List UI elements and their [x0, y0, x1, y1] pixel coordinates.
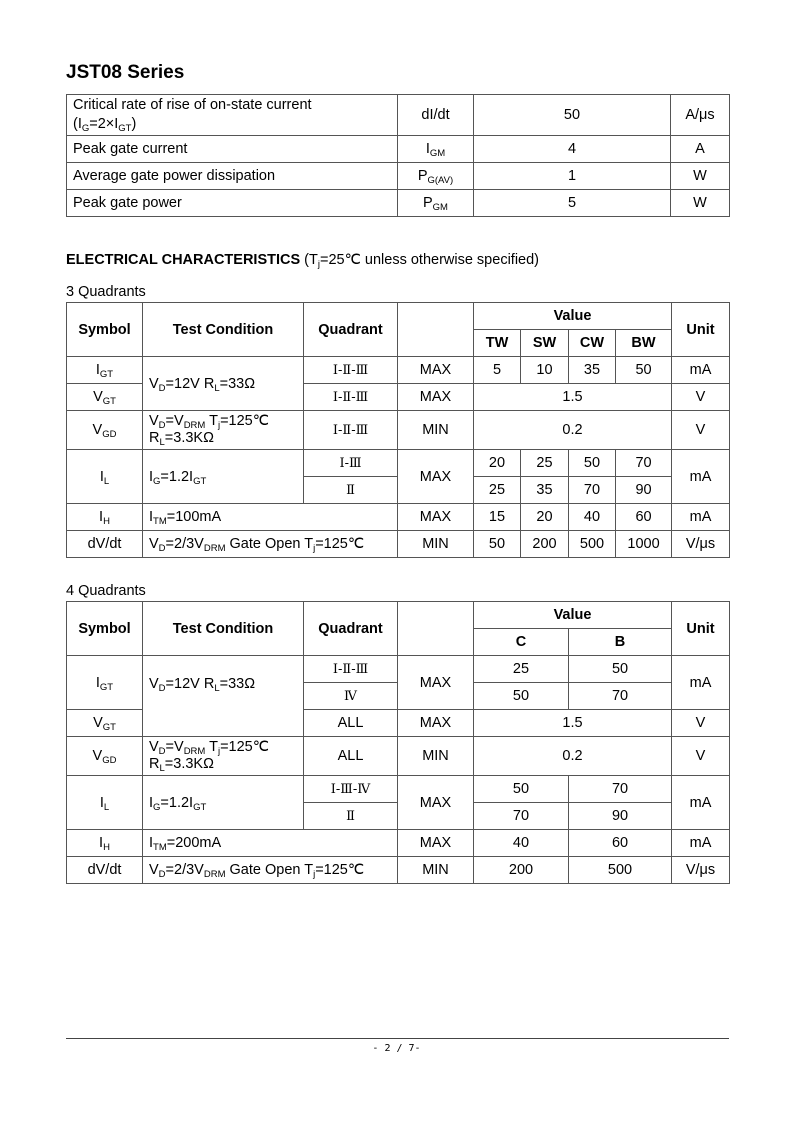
unit-cell: mA	[672, 504, 730, 531]
value-cell: 70	[616, 450, 672, 477]
quadrant-cell: ALL	[304, 737, 398, 776]
header-unit: Unit	[672, 303, 730, 357]
unit-cell: V/μs	[672, 857, 730, 884]
header-test-condition: Test Condition	[143, 602, 304, 656]
limit-cell: MAX	[398, 710, 474, 737]
header-quadrant: Quadrant	[304, 303, 398, 357]
condition-cell: $V_D=2/3V_{DRM}$ Gate Open $T_j=125℃$	[143, 857, 398, 884]
quadrant-cell: ALL	[304, 710, 398, 737]
value-cell: 5	[474, 357, 521, 384]
table-row	[67, 737, 730, 776]
limit-cell: MAX	[398, 450, 474, 504]
value-cell: 50	[474, 776, 569, 803]
limit-cell: MAX	[398, 776, 474, 830]
value-cell: 60	[569, 830, 672, 857]
symbol-cell: dI/dt	[398, 95, 474, 136]
value-cell: 25	[474, 477, 521, 504]
grade-header: TW	[474, 330, 521, 357]
unit-cell: A	[671, 136, 730, 163]
grade-header: C	[474, 629, 569, 656]
limit-cell: MAX	[398, 656, 474, 710]
symbol-cell: $P_{GM}$	[398, 190, 474, 217]
condition-cell: $V_D=V_{DRM}$ $T_j=125℃$ $R_L=3.3K\Omega$	[143, 737, 304, 776]
value-cell: 50	[569, 450, 616, 477]
value-cell: 70	[569, 683, 672, 710]
q3-label: 3 Quadrants	[66, 284, 146, 300]
limit-cell: MIN	[398, 857, 474, 884]
value-cell: 50	[474, 95, 671, 136]
symbol-cell: $I_{GT}$	[67, 656, 143, 710]
unit-cell: A/μs	[671, 95, 730, 136]
value-cell: 50	[569, 656, 672, 683]
value-cell: 500	[569, 531, 616, 558]
limit-cell: MAX	[398, 504, 474, 531]
value-cell: 70	[569, 477, 616, 504]
value-cell: 25	[521, 450, 569, 477]
unit-cell: mA	[672, 830, 730, 857]
table-row	[67, 776, 730, 803]
value-cell: 20	[474, 450, 521, 477]
table-row	[67, 857, 730, 884]
condition-cell: $I_{TM}=200mA$	[143, 830, 398, 857]
value-cell: 40	[569, 504, 616, 531]
q3-table	[66, 302, 730, 558]
param-cell: Peak gate power	[67, 190, 398, 217]
header-symbol: Symbol	[67, 303, 143, 357]
quadrant-cell: Ⅰ-Ⅱ-Ⅲ	[304, 656, 398, 683]
unit-cell: V	[672, 384, 730, 411]
symbol-cell: $I_H$	[67, 504, 143, 531]
grade-header: SW	[521, 330, 569, 357]
symbol-cell: $I_L$	[67, 776, 143, 830]
value-cell: 35	[569, 357, 616, 384]
grade-header: CW	[569, 330, 616, 357]
symbol-cell: $V_{GT}$	[67, 384, 143, 411]
limit-cell: MIN	[398, 737, 474, 776]
condition-cell: $I_G=1.2I_{GT}$	[143, 450, 304, 504]
value-cell: 10	[521, 357, 569, 384]
unit-cell: mA	[672, 776, 730, 830]
value-cell: 5	[474, 190, 671, 217]
param-cell: Average gate power dissipation	[67, 163, 398, 190]
value-cell: 1.5	[474, 384, 672, 411]
table-row	[67, 163, 730, 190]
quadrant-cell: Ⅳ	[304, 683, 398, 710]
value-cell: 20	[521, 504, 569, 531]
symbol-cell: dV/dt	[67, 857, 143, 884]
ratings-table	[66, 94, 730, 217]
value-cell: 35	[521, 477, 569, 504]
table-row	[67, 136, 730, 163]
condition-cell: $V_D=V_{DRM}$ $T_j=125℃$ $R_L=3.3K\Omega$	[143, 411, 304, 450]
limit-cell: MIN	[398, 531, 474, 558]
value-cell: 500	[569, 857, 672, 884]
quadrant-cell: Ⅰ-Ⅱ-Ⅲ	[304, 357, 398, 384]
header-symbol: Symbol	[67, 602, 143, 656]
value-cell: 1000	[616, 531, 672, 558]
param-cell: Critical rate of rise of on-state current $(I_G=2\times I_{GT})$	[67, 95, 398, 136]
header-test-condition: Test Condition	[143, 303, 304, 357]
page-number: - 2 / 7-	[372, 1043, 421, 1054]
quadrant-cell: Ⅰ-Ⅱ-Ⅲ	[304, 411, 398, 450]
symbol-cell: $V_{GD}$	[67, 411, 143, 450]
value-cell: 200	[521, 531, 569, 558]
unit-cell: W	[671, 163, 730, 190]
quadrant-cell: Ⅰ-Ⅱ-Ⅲ	[304, 384, 398, 411]
value-cell: 4	[474, 136, 671, 163]
symbol-cell: $I_{GT}$	[67, 357, 143, 384]
table-row	[67, 190, 730, 217]
q4-table	[66, 601, 730, 884]
limit-cell: MAX	[398, 357, 474, 384]
quadrant-cell: Ⅱ	[304, 803, 398, 830]
q4-label: 4 Quadrants	[66, 583, 146, 599]
table-row	[67, 656, 730, 683]
unit-cell: V	[672, 710, 730, 737]
table-row	[67, 411, 730, 450]
header-value: Value	[474, 602, 672, 629]
value-cell: 70	[474, 803, 569, 830]
table-header-row	[67, 602, 730, 629]
limit-cell: MIN	[398, 411, 474, 450]
symbol-cell: $P_{G(AV)}$	[398, 163, 474, 190]
value-cell: 1	[474, 163, 671, 190]
header-unit: Unit	[672, 602, 730, 656]
symbol-cell: $V_{GD}$	[67, 737, 143, 776]
value-cell: 0.2	[474, 737, 672, 776]
header-blank	[398, 602, 474, 656]
unit-cell: mA	[672, 450, 730, 504]
value-cell: 200	[474, 857, 569, 884]
value-cell: 50	[474, 531, 521, 558]
header-blank	[398, 303, 474, 357]
value-cell: 1.5	[474, 710, 672, 737]
symbol-cell: $I_{GM}$	[398, 136, 474, 163]
table-row	[67, 357, 730, 384]
symbol-cell: dV/dt	[67, 531, 143, 558]
limit-cell: MAX	[398, 830, 474, 857]
condition-cell: $V_D=12V$ $R_L=33\Omega$	[143, 357, 304, 411]
value-cell: 50	[616, 357, 672, 384]
grade-header: B	[569, 629, 672, 656]
condition-cell: $I_{TM}=100mA$	[143, 504, 398, 531]
value-cell: 90	[616, 477, 672, 504]
header-quadrant: Quadrant	[304, 602, 398, 656]
table-row	[67, 830, 730, 857]
limit-cell: MAX	[398, 384, 474, 411]
value-cell: 0.2	[474, 411, 672, 450]
value-cell: 60	[616, 504, 672, 531]
table-row	[67, 531, 730, 558]
unit-cell: V	[672, 411, 730, 450]
unit-cell: W	[671, 190, 730, 217]
page-title: JST08 Series	[66, 62, 185, 83]
unit-cell: mA	[672, 357, 730, 384]
unit-cell: V/μs	[672, 531, 730, 558]
quadrant-cell: Ⅱ	[304, 477, 398, 504]
condition-cell: $V_D=2/3V_{DRM}$ Gate Open $T_j=125℃$	[143, 531, 398, 558]
symbol-cell: $I_H$	[67, 830, 143, 857]
table-row	[67, 504, 730, 531]
unit-cell: mA	[672, 656, 730, 710]
param-cell: Peak gate current	[67, 136, 398, 163]
table-row	[67, 450, 730, 477]
table-header-row	[67, 303, 730, 330]
grade-header: BW	[616, 330, 672, 357]
symbol-cell: $V_{GT}$	[67, 710, 143, 737]
value-cell: 70	[569, 776, 672, 803]
section-heading: ELECTRICAL CHARACTERISTICS ($T_j=25℃$ unless otherwise specified)	[66, 252, 539, 270]
value-cell: 15	[474, 504, 521, 531]
quadrant-cell: Ⅰ-Ⅲ-Ⅳ	[304, 776, 398, 803]
table-row	[67, 95, 730, 136]
value-cell: 90	[569, 803, 672, 830]
unit-cell: V	[672, 737, 730, 776]
value-cell: 25	[474, 656, 569, 683]
symbol-cell: $I_L$	[67, 450, 143, 504]
condition-cell: $I_G=1.2I_{GT}$	[143, 776, 304, 830]
footer-divider	[66, 1038, 729, 1039]
value-cell: 40	[474, 830, 569, 857]
header-value: Value	[474, 303, 672, 330]
quadrant-cell: Ⅰ-Ⅲ	[304, 450, 398, 477]
value-cell: 50	[474, 683, 569, 710]
condition-cell: $V_D=12V$ $R_L=33\Omega$	[143, 656, 304, 737]
